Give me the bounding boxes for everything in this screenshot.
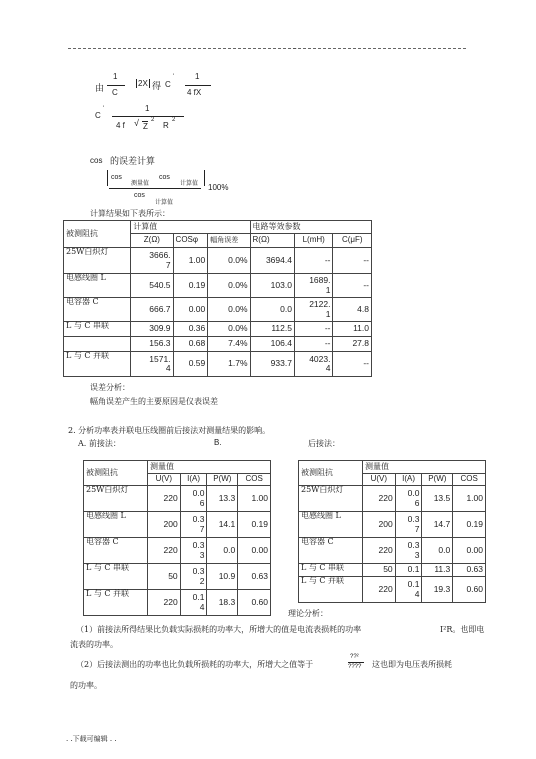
table-cell: 0.00: [453, 538, 486, 564]
table-row: [84, 512, 271, 538]
table-cell: 11.0: [333, 322, 372, 337]
col-header: P(W): [207, 474, 238, 486]
prime-mark: ': [173, 74, 175, 80]
table-cell: 106.4: [250, 337, 294, 352]
formula2-sup: 2: [151, 117, 155, 123]
formula-num-2: 1: [195, 72, 200, 81]
row-label: L 与 C 并联: [64, 352, 131, 377]
formula-c-prime: C: [165, 80, 171, 89]
col-header: COS: [238, 474, 271, 486]
theory-p2a: （2）后接法测出的功率也比负载所损耗的功率大，所增大之值等于: [76, 660, 314, 669]
table-cell: 1.00: [238, 486, 271, 512]
table-row: [64, 274, 372, 298]
table-cell: 18.3: [207, 590, 238, 616]
table-header: 被测阻抗: [64, 221, 131, 248]
theory-p2c: 的功率。: [70, 681, 102, 690]
table-cell: 933.7: [250, 352, 294, 377]
error-analysis-text: 幅角误差产生的主要原因是仪表误差: [90, 397, 218, 406]
formula2-z: Z: [143, 122, 148, 131]
table-cell: 13.5: [422, 486, 453, 512]
table-header: 被测阻抗: [84, 461, 148, 486]
cos-sub-3: 计算值: [155, 199, 174, 206]
table-row: [84, 538, 271, 564]
table-cell: 0.0%: [208, 298, 250, 322]
row-label: 25W白炽灯: [64, 248, 131, 274]
col-header: L(mH): [294, 234, 333, 248]
table-row: [84, 564, 271, 590]
table-cell: 0.19: [453, 512, 486, 538]
table-row: [64, 322, 372, 337]
table-calc-results: [63, 220, 372, 377]
table-cell: 10.9: [207, 564, 238, 590]
col-header: U(V): [362, 474, 395, 486]
row-label: 电容器 C: [299, 538, 363, 564]
table-header: 被测阻抗: [299, 461, 363, 486]
table-cell: 220: [147, 538, 180, 564]
table-cell: 540.5: [131, 274, 173, 298]
table-cell: 0.19: [173, 274, 208, 298]
table-header: 计算值: [131, 221, 250, 234]
formula2-den-prefix: 4 f: [116, 121, 125, 130]
table-row: [64, 298, 372, 322]
table-cell: 0.3 7: [395, 512, 422, 538]
table-cell: 1.00: [173, 248, 208, 274]
fraction-bar: [107, 85, 125, 86]
table-cell: 0.0%: [208, 322, 250, 337]
table-cell: 7.4%: [208, 337, 250, 352]
fraction-bar-5: [348, 662, 364, 663]
fraction-bar-2: [185, 85, 211, 86]
table-cell: 0.0: [207, 538, 238, 564]
table-row: [299, 577, 486, 603]
table-cell: 0.0: [250, 298, 294, 322]
table-cell: 0.0: [422, 538, 453, 564]
table-cell: 1.7%: [208, 352, 250, 377]
percent: 100%: [208, 183, 229, 192]
table-row: [84, 590, 271, 616]
formula-text-de: 得: [152, 82, 162, 92]
error-analysis-title: 误差分析：: [90, 383, 130, 392]
table-cell: 0.00: [173, 298, 208, 322]
table-cell: 0.59: [173, 352, 208, 377]
footer: . .下载可编辑 . .: [66, 735, 117, 743]
theory-p1c: 流表的功率。: [70, 640, 118, 649]
table-cell: 0.63: [238, 564, 271, 590]
row-label: 电感线圈 L: [84, 512, 148, 538]
table-cell: --: [333, 248, 372, 274]
row-label: L 与 C 串联: [299, 564, 363, 577]
theory-frac-den: ????: [348, 664, 362, 670]
table-cell: 4023. 4: [294, 352, 333, 377]
table-cell: 0.0 6: [180, 486, 207, 512]
table-cell: 220: [147, 590, 180, 616]
row-label: 电感线圈 L: [299, 512, 363, 538]
table-cell: 0.00: [238, 538, 271, 564]
table-cell: 0.0%: [208, 248, 250, 274]
formula2-c: C: [95, 111, 101, 120]
table-cell: 200: [362, 512, 395, 538]
table-cell: 50: [362, 564, 395, 577]
header-mark: _: [293, 41, 297, 49]
theory-p1b: I²R。也即电: [440, 625, 485, 634]
section2-a: A. 前接法：: [78, 439, 121, 448]
table-cell: 27.8: [333, 337, 372, 352]
header-rule: [68, 48, 466, 49]
row-label: L 与 C 并联: [299, 577, 363, 603]
cos-num-2: cos: [159, 174, 170, 181]
table-cell: 309.9: [131, 322, 173, 337]
col-header: I(A): [395, 474, 422, 486]
formula-den-2: 4 fX: [187, 88, 202, 97]
section2-after: 后接法：: [308, 439, 340, 448]
table-row: [64, 248, 372, 274]
formula-text-you: 由: [95, 84, 105, 94]
formula2-r: R: [163, 121, 169, 130]
table-cell: 220: [362, 577, 395, 603]
table-cell: 0.0%: [208, 274, 250, 298]
section2-b: B.: [214, 438, 222, 447]
table-cell: 0.1 4: [395, 577, 422, 603]
table-row: [299, 486, 486, 512]
table-cell: --: [294, 248, 333, 274]
formula2-prime: ': [103, 106, 105, 112]
section2-title: 2. 分析功率表并联电压线圈前后接法对测量结果的影响。: [68, 426, 271, 435]
table-cell: 1571. 4: [131, 352, 173, 377]
table-cell: 2122. 1: [294, 298, 333, 322]
table-cell: 0.68: [173, 337, 208, 352]
table-row: [299, 564, 486, 577]
table-cell: 0.60: [453, 577, 486, 603]
table-cell: 14.7: [422, 512, 453, 538]
row-label: 电容器 C: [64, 298, 131, 322]
table-cell: 19.3: [422, 577, 453, 603]
table-cell: 0.19: [238, 512, 271, 538]
abs-expression: 2X: [138, 79, 148, 88]
table-cell: --: [294, 322, 333, 337]
table-cell: 0.60: [238, 590, 271, 616]
col-header: 幅角误差: [208, 234, 250, 248]
col-header: P(W): [422, 474, 453, 486]
row-label: L 与 C 串联: [64, 322, 131, 337]
row-label: 25W白炽灯: [299, 486, 363, 512]
table-cell: 0.36: [173, 322, 208, 337]
formula-den: C: [112, 88, 118, 97]
table-cell: 0.3 3: [395, 538, 422, 564]
table-cell: 3666. 7: [131, 248, 173, 274]
table-cell: --: [333, 352, 372, 377]
col-header: COSφ: [173, 234, 208, 248]
table-cell: 14.1: [207, 512, 238, 538]
col-header: C(μF): [333, 234, 372, 248]
table-cell: 3694.4: [250, 248, 294, 274]
table1-intro: 计算结果如下表所示：: [90, 209, 170, 218]
table-cell: 0.3 2: [180, 564, 207, 590]
row-label: [64, 337, 131, 352]
cos-sub-1: 测量值: [131, 180, 150, 187]
theory-title: 理论分析：: [288, 609, 328, 618]
table-cell: 0.63: [453, 564, 486, 577]
table-cell: 220: [147, 486, 180, 512]
table-cell: 4.8: [333, 298, 372, 322]
table-cell: 11.3: [422, 564, 453, 577]
table-cell: 220: [362, 538, 395, 564]
cos-error-title: 的误差计算: [110, 157, 156, 167]
table-cell: 1.00: [453, 486, 486, 512]
table-cell: 0.1 4: [180, 590, 207, 616]
theory-p1a: （1）前接法所得结果比负载实际损耗的功率大，所增大的值是电流表损耗的功率: [76, 625, 362, 634]
formula2-num: 1: [145, 104, 150, 113]
table-row: [64, 337, 372, 352]
cos-label: cos: [90, 156, 103, 165]
table-cell: 112.5: [250, 322, 294, 337]
row-label: L 与 C 串联: [84, 564, 148, 590]
table-cell: 220: [362, 486, 395, 512]
table-cell: 1689. 1: [294, 274, 333, 298]
table-cell: 50: [147, 564, 180, 590]
table-cell: 156.3: [131, 337, 173, 352]
row-label: 电容器 C: [84, 538, 148, 564]
cos-num-1: cos: [111, 174, 122, 181]
table-cell: 0.3 3: [180, 538, 207, 564]
table-cell: 666.7: [131, 298, 173, 322]
cos-den: cos: [134, 192, 145, 199]
table-header: 测量值: [362, 461, 485, 474]
table-cell: --: [294, 337, 333, 352]
theory-frac-num: ??²: [350, 654, 359, 660]
sqrt-icon: √: [134, 118, 139, 128]
table-header: 测量值: [147, 461, 270, 474]
table-cell: 0.3 7: [180, 512, 207, 538]
row-label: 25W白炽灯: [84, 486, 148, 512]
table-cell: 0.0 6: [395, 486, 422, 512]
table-cell: --: [333, 274, 372, 298]
row-label: 电感线圈 L: [64, 274, 131, 298]
col-header: U(V): [147, 474, 180, 486]
table-cell: 13.3: [207, 486, 238, 512]
fraction-bar-4: [109, 188, 201, 189]
table-front-connection: [83, 460, 271, 616]
table-header: 电路等效参数: [250, 221, 371, 234]
table-row: [84, 486, 271, 512]
col-header: R(Ω): [250, 234, 294, 248]
formula-num: 1: [113, 72, 118, 81]
table-row: [299, 538, 486, 564]
cos-sub-2: 计算值: [180, 180, 199, 187]
table-row: [64, 352, 372, 377]
col-header: I(A): [180, 474, 207, 486]
table-cell: 103.0: [250, 274, 294, 298]
row-label: L 与 C 并联: [84, 590, 148, 616]
table-row: [299, 512, 486, 538]
table-cell: 0.1: [395, 564, 422, 577]
table-back-connection: [298, 460, 486, 603]
table-cell: 200: [147, 512, 180, 538]
theory-p2b: 这也即为电压表所损耗: [372, 660, 452, 669]
col-header: COS: [453, 474, 486, 486]
formula2-sup-b: 2: [172, 117, 176, 123]
col-header: Z(Ω): [131, 234, 173, 248]
